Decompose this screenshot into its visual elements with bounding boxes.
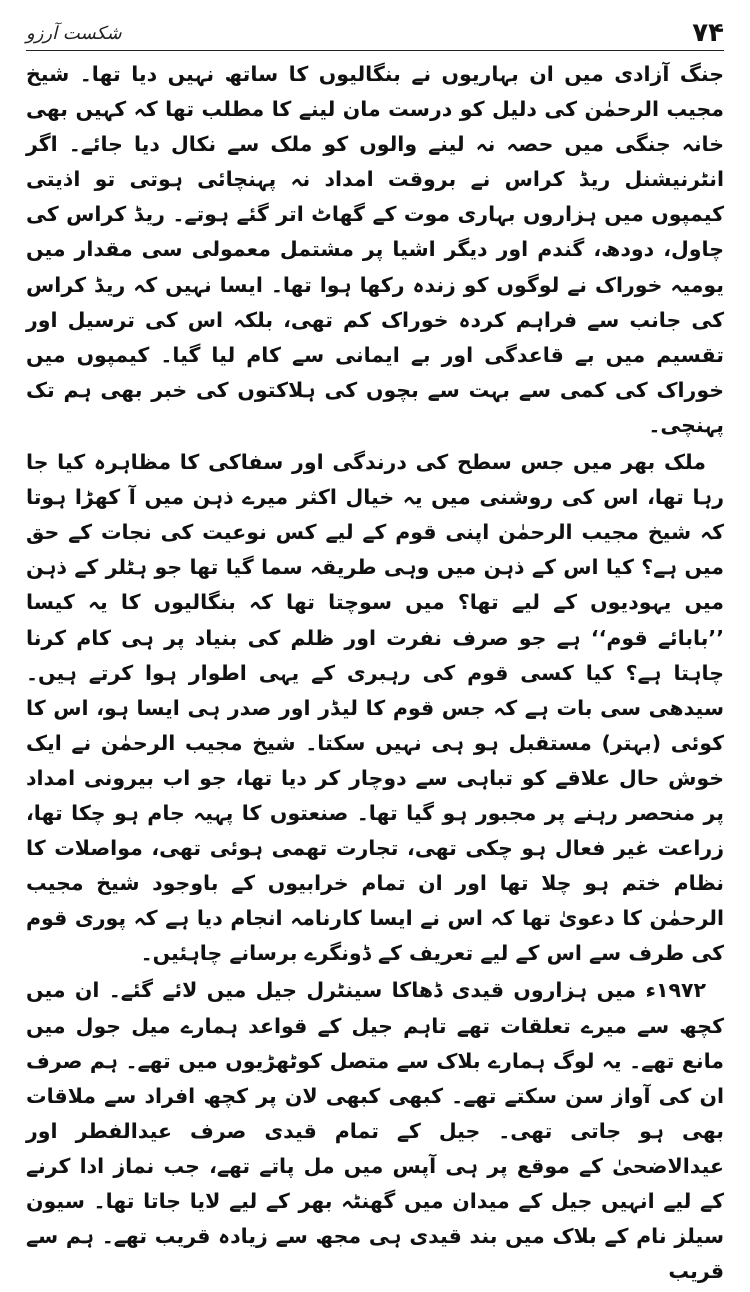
- page-body: [26, 57, 724, 1289]
- paragraph-2: ملک بھر میں جس سطح کی درندگی اور سفاکی کا مظاہرہ کیا جا رہا تھا، اس کی روشنی میں یہ خیال اکثر میرے ذہن میں آ کھڑا ہوتا کہ شیخ مجیب الرحمٰن اپنی قوم کے لیے کس نوعیت کی نجات کے حق میں ہے؟ کیا اس کے ذہن میں وہی طریقہ سما گیا تھا جو ہٹلر کے ذہن میں یہودیوں کے لیے تھا؟ میں سوچتا تھا کہ بنگالیوں کا یہ کیسا ’’بابائے قوم‘‘ ہے جو صرف نفرت اور ظلم کی بنیاد پر ہی کام کرنا چاہتا ہے؟ کیا کسی قوم کی رہبری کے یہی اطوار ہوا کرتے ہیں۔ سیدھی سی بات ہے کہ جس قوم کا لیڈر اور صدر ہی ایسا ہو، اس کا کوئی (بہتر) مستقبل ہو ہی نہیں سکتا۔ شیخ مجیب الرحمٰن نے ایک خوش حال علاقے کو تباہی سے دوچار کر دیا تھا، جو اب بیرونی امداد پر منحصر رہنے پر مجبور ہو گیا تھا۔ صنعتوں کا پہیہ جام ہو چکا تھا، زراعت غیر فعال ہو چکی تھی، تجارت تھمی ہوئی تھی، مواصلات کا نظام ختم ہو چلا تھا اور ان تمام خرابیوں کے باوجود شیخ مجیب الرحمٰن کا دعویٰ تھا کہ اس نے ایسا کارنامہ انجام دیا ہے کہ پوری قوم کی طرف سے اس کے لیے تعریف کے ڈونگرے برسانے چاہئیں۔: [26, 450, 724, 966]
- page-number: ۷۴: [692, 18, 724, 48]
- page-header: [26, 16, 724, 51]
- paragraph-1: جنگ آزادی میں ان بہاریوں نے بنگالیوں کا ساتھ نہیں دیا تھا۔ شیخ مجیب الرحمٰن کی دلیل کو درست مان لینے کا مطلب تھا کہ کہیں بھی خانہ جنگی میں حصہ نہ لینے والوں کو ملک سے نکال دیا جائے۔ اگر انٹرنیشنل ریڈ کراس نے بروقت امداد نہ پہنچائی ہوتی تو اذیتی کیمپوں میں ہزاروں بہاری موت کے گھاٹ اتر گئے ہوتے۔ ریڈ کراس کی چاول، دودھ، گندم اور دیگر اشیا پر مشتمل معمولی سی مقدار میں یومیہ خوراک نے لوگوں کو زندہ رکھا ہوا تھا۔ ایسا نہیں کہ ریڈ کراس کی جانب سے فراہم کردہ خوراک کم تھی، بلکہ اس کی ترسیل اور تقسیم میں بے قاعدگی اور بے ایمانی سے کام لیا گیا۔ کیمپوں میں خوراک کی کمی سے بہت سے بچوں کی ہلاکتوں کی خبر بھی ہم تک پہنچی۔: [26, 62, 724, 437]
- paragraph-3: ۱۹۷۲ء میں ہزاروں قیدی ڈھاکا سینٹرل جیل میں لائے گئے۔ ان میں کچھ سے میرے تعلقات تھے تاہم جیل کے قواعد ہمارے میل جول میں مانع تھے۔ یہ لوگ ہمارے بلاک سے متصل کوٹھڑیوں میں تھے۔ ہم صرف ان کی آواز سن سکتے تھے۔ کبھی کبھی لان پر کچھ افراد سے ملاقات بھی ہو جاتی تھی۔ جیل کے تمام قیدی صرف عیدالفطر اور عیدالاضحیٰ کے موقع پر ہی آپس میں مل پاتے تھے، جب نماز ادا کرنے کے لیے انہیں جیل کے میدان میں گھنٹہ بھر کے لیے لایا جاتا تھا۔ سیون سیلز نام کے بلاک میں بند قیدی ہی مجھ سے زیادہ قریب تھے۔ ہم سے قریب: [26, 978, 724, 1284]
- running-book-title: شکست آرزو: [26, 22, 122, 44]
